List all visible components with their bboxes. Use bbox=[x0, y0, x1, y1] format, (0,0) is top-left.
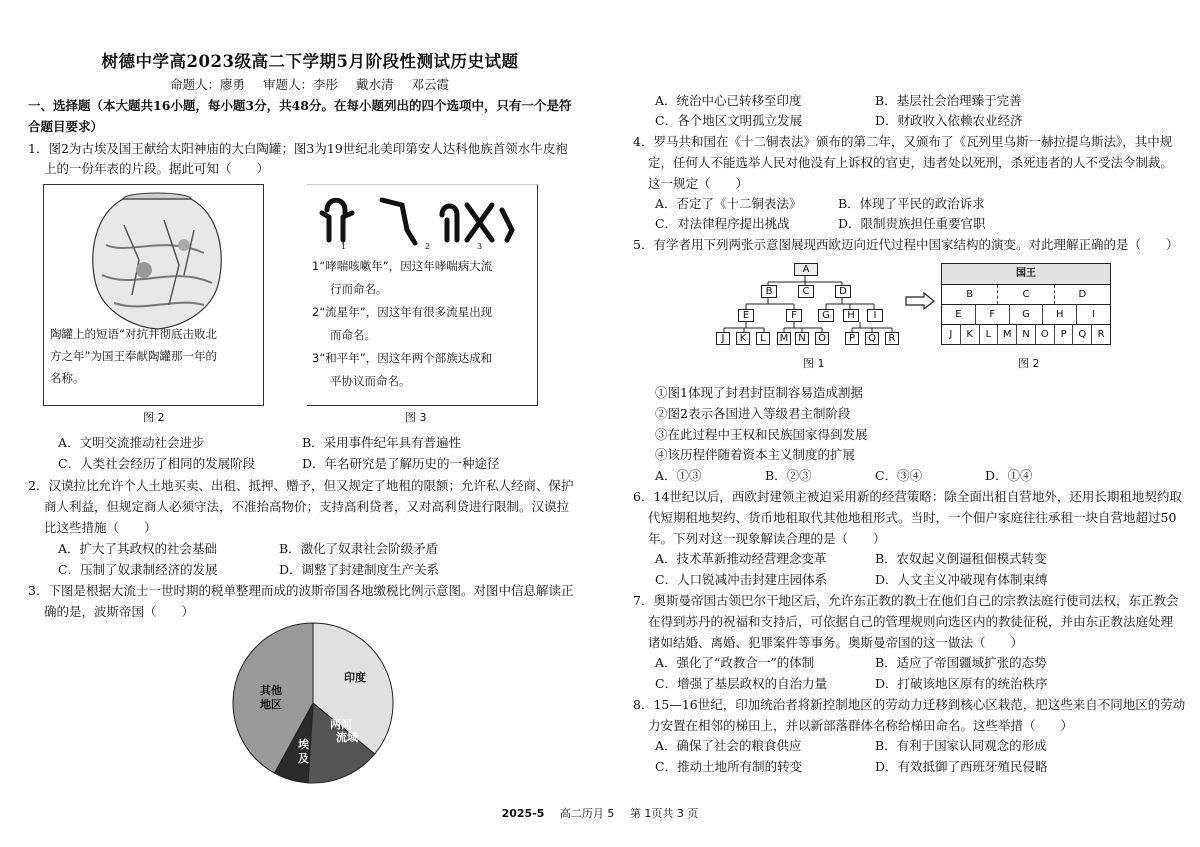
glyph-num-3: 3 bbox=[477, 242, 483, 251]
q3-option-a[interactable]: A．统治中心已转移至印度 bbox=[655, 93, 802, 108]
q7-stem-3: 诸如结婚、离婚、犯罪案件等事务。奥斯曼帝国的这一做法（ ） bbox=[648, 635, 1024, 650]
fig2-cell: D bbox=[1054, 285, 1110, 304]
footer-page: 第 1页共 3 页 bbox=[629, 807, 699, 820]
fig2-table bbox=[941, 263, 1111, 345]
pie-label-other-1: 其他 bbox=[260, 684, 282, 697]
q4-option-a[interactable]: A．否定了《十二铜表法》 bbox=[655, 196, 802, 211]
fig1-node-l3: E bbox=[738, 309, 754, 322]
fig1-node-top: A bbox=[794, 263, 818, 276]
section-heading: 一、选择题（本大题共16小题，每小题3分，共48分。在每小题列出的四个选项中，只有一个是符 bbox=[28, 98, 572, 113]
fig1-node-l4: K bbox=[736, 332, 750, 345]
q2-option-c[interactable]: C．压制了奴隶制经济的发展 bbox=[58, 562, 218, 577]
fig2-cell: B bbox=[966, 289, 974, 300]
fig3-desc-6: 平协议而命名。 bbox=[330, 374, 411, 388]
fig3-desc-1: 1“哮喘咳嗽年”，因这年哮喘病大流 bbox=[312, 259, 493, 273]
pie-label-other-2: 地区 bbox=[260, 698, 282, 711]
q7-option-d[interactable]: D．打破该地区原有的统治秩序 bbox=[875, 676, 1048, 691]
fig1-node-l3: H bbox=[843, 309, 859, 322]
fig2-cell: F bbox=[975, 305, 1009, 324]
fig2-cell: N bbox=[1016, 325, 1035, 345]
fig2-cell: P bbox=[1054, 325, 1073, 345]
fig2-cell: C bbox=[997, 285, 1053, 304]
q4-option-c[interactable]: C．对法律程序提出挑战 bbox=[655, 216, 790, 231]
fig1-node-l4: M bbox=[777, 332, 791, 345]
q2-stem-3: 比这些措施（ ） bbox=[44, 520, 157, 535]
pie-label-egypt bbox=[298, 738, 309, 766]
fig2-cell: I bbox=[1076, 305, 1110, 324]
q7-stem-1: 7．奥斯曼帝国古领巴尔干地区后，允许东正教的教士在他们自己的宗教法庭行使司法权，东正教会 bbox=[633, 593, 1179, 608]
q6-option-c[interactable]: C．人口锐减冲击封建庄园体系 bbox=[655, 572, 828, 587]
fig3-desc-4: 而命名。 bbox=[330, 328, 376, 342]
q8-option-a[interactable]: A．确保了社会的粮食供应 bbox=[655, 738, 802, 753]
fig2-cell: L bbox=[979, 325, 998, 345]
fig3-desc-5: 3“和平年”，因这年两个部族达成和 bbox=[312, 351, 493, 365]
jar-illustration bbox=[44, 185, 263, 335]
fig2-king-row: 国王 bbox=[942, 264, 1110, 285]
author-line bbox=[170, 76, 463, 95]
q5-stem-1: 5．有学者用下列两张示意图展现西欧迈向近代过程中国家结构的演变。对此理解正确的是（ ） bbox=[633, 237, 1179, 252]
fig2-row-4 bbox=[942, 325, 1110, 345]
q6-stem-2: 代短期租地契约、货币地租取代其他地租形式。当时，一个佃户家庭往往承租一块自营地超过50 bbox=[648, 510, 1177, 525]
fig1-node-l4: N bbox=[795, 332, 809, 345]
fig1-caption: 图 1 bbox=[803, 357, 825, 370]
q6-option-d[interactable]: D．人文主义冲破现有体制束缚 bbox=[875, 572, 1048, 587]
q1-option-b[interactable]: B．采用事件纪年具有普遍性 bbox=[302, 435, 462, 450]
q3-option-c[interactable]: C．各个地区文明孤立发展 bbox=[655, 113, 803, 128]
q7-stem-2: 在得到苏丹的祝福和支持后，可依据自己的管理规则向选区内的教徒征税，并由东正教法庭处理 bbox=[648, 614, 1174, 629]
pie-labels bbox=[228, 618, 398, 788]
fig1-node-l2: B bbox=[761, 285, 777, 298]
fig3-desc-3: 2“流星年”，因这年有很多流星出现 bbox=[312, 305, 493, 319]
reviewer-label: 审题人：李彤 bbox=[263, 77, 339, 92]
footer-date: 2025-5 bbox=[501, 807, 545, 820]
pie-label-egypt-1: 埃 bbox=[298, 738, 309, 751]
fig2-cell: Q bbox=[1072, 325, 1091, 345]
q3-option-b[interactable]: B．基层社会治理臻于完善 bbox=[875, 93, 1022, 108]
fig2-cell: K bbox=[960, 325, 979, 345]
fig1-node-l2: C bbox=[798, 285, 814, 298]
section-heading-cont: 合题目要求） bbox=[28, 119, 104, 134]
fig1-node-l4: P bbox=[845, 332, 859, 345]
figure-3-box bbox=[307, 184, 538, 406]
q6-option-b[interactable]: B．农奴起义倒逼租佃模式转变 bbox=[875, 551, 1047, 566]
fig1-node-l4: L bbox=[756, 332, 770, 345]
fig3-desc-2: 行而命名。 bbox=[330, 282, 388, 296]
pie-label-egypt-2: 及 bbox=[298, 752, 309, 765]
q2-option-d[interactable]: D．调整了封建制度生产关系 bbox=[279, 562, 440, 577]
q4-option-b[interactable]: B．体现了平民的政治诉求 bbox=[838, 196, 985, 211]
fig1-node-l4: Q bbox=[865, 332, 879, 345]
glyph-num-1: 1 bbox=[341, 242, 347, 251]
q2-stem-2: 商人利益，但规定商人必须守法，不准抬高物价；支持高利贷者，又对高利贷进行限制。汉谟拉 bbox=[44, 499, 570, 514]
fig2-row-2 bbox=[942, 285, 1110, 305]
footer-subject: 高二历月 5 bbox=[559, 807, 615, 820]
q1-option-d[interactable]: D．年名研究是了解历史的一种途径 bbox=[302, 456, 500, 471]
q1-option-c[interactable]: C．人类社会经历了相同的发展阶段 bbox=[58, 456, 256, 471]
q6-stem-1: 6．14世纪以后，西欧封建领主被迫采用新的经营策略：除全面出租自营地外，还用长期租地契约取 bbox=[633, 489, 1182, 504]
q6-option-a[interactable]: A．技术革新推动经营理念变革 bbox=[655, 551, 827, 566]
pie-label-india: 印度 bbox=[344, 671, 366, 684]
q4-option-d[interactable]: D．限制贵族担任重要官职 bbox=[838, 216, 986, 231]
q4-stem-3: 这一规定（ ） bbox=[648, 176, 749, 191]
fig2-desc-2: 方之年”为国王奉献陶罐那一年的 bbox=[50, 349, 217, 363]
q6-stem-3: 年。下列对这一现象解读合理的是（ ） bbox=[648, 531, 886, 546]
fig2-caption: 图 2 bbox=[143, 411, 165, 424]
q8-option-c[interactable]: C．推动土地所有制的转变 bbox=[655, 759, 803, 774]
fig2-desc-3: 名称。 bbox=[50, 371, 85, 385]
fig2-cell: M bbox=[997, 325, 1016, 345]
q3-option-d[interactable]: D．财政收入依赖农业经济 bbox=[875, 113, 1023, 128]
q1-stem-1: 1．图2为古埃及国王献给太阳神庙的大白陶罐；图3为19世纪北美印第安人达科他族首领水牛皮袍 bbox=[28, 141, 568, 156]
q2-option-a[interactable]: A．扩大了其政权的社会基础 bbox=[58, 541, 218, 556]
fig1-node-l3: G bbox=[818, 309, 834, 322]
q5-option-c[interactable]: C．③④ bbox=[875, 468, 923, 483]
q3-stem-2: 确的是，波斯帝国（ ） bbox=[44, 604, 195, 619]
fig1-node-l3: I bbox=[867, 309, 883, 322]
q8-stem-2: 力安置在相邻的梯田上，并以新部落群体名称给梯田命名。这些举措（ ） bbox=[648, 718, 1074, 733]
q1-stem-2: 上的一份年表的片段。据此可知（ ） bbox=[44, 161, 270, 176]
pie-label-meso-2: 流域 bbox=[336, 731, 358, 744]
fig2-cell: R bbox=[1091, 325, 1110, 345]
q3-stem-1: 3．下图是根据大流士一世时期的税单整理而成的波斯帝国各地缴税比例示意图。对图中信息解读正 bbox=[28, 583, 574, 598]
q5-option-a[interactable]: A．①③ bbox=[655, 468, 702, 483]
q4-stem-1: 4．罗马共和国在《十二铜表法》颁布的第二年，又颁布了《瓦列里乌斯一赫拉提乌斯法》，其中规 bbox=[633, 134, 1173, 149]
q5-statement-3: ③在此过程中王权和民族国家得到发展 bbox=[655, 427, 868, 442]
q7-option-b[interactable]: B．适应了帝国疆域扩张的态势 bbox=[875, 655, 1047, 670]
reviewer-2: 戴水清 bbox=[356, 77, 394, 92]
fig2-desc-1: 陶罐上的短语“对抗井彻底击败北 bbox=[50, 327, 217, 341]
author-label: 命题人：廖勇 bbox=[170, 77, 246, 92]
reviewer-3: 邓云霞 bbox=[411, 77, 450, 92]
pie-label-meso-1: 两河 bbox=[330, 718, 352, 731]
q5-statement-1: ①图1体现了封君封臣制容易造成割据 bbox=[655, 385, 863, 400]
q8-option-d[interactable]: D．有效抵御了西班牙殖民侵略 bbox=[875, 759, 1048, 774]
fig2-row-3 bbox=[942, 305, 1110, 325]
fig2-cell: J bbox=[949, 329, 953, 340]
glyph-num-2: 2 bbox=[425, 242, 431, 251]
fig1-node-l4: R bbox=[885, 332, 899, 345]
fig2-org-caption: 图 2 bbox=[1018, 357, 1040, 370]
fig3-caption: 图 3 bbox=[405, 411, 427, 424]
fig1-node-l3: F bbox=[786, 309, 802, 322]
q2-option-b[interactable]: B．激化了奴隶社会阶级矛盾 bbox=[279, 541, 439, 556]
page-footer bbox=[0, 806, 1200, 823]
page-title: 树德中学高2023级高二下学期5月阶段性测试历史试题 bbox=[101, 52, 519, 71]
q5-option-d[interactable]: D．①④ bbox=[985, 468, 1033, 483]
q4-stem-2: 定，任何人不能选举人民对他没有上诉权的官吏，违者处以死刑，杀死违者的人不受法令制裁。 bbox=[648, 155, 1174, 170]
fig2-cell: H bbox=[1042, 305, 1076, 324]
pie-label-mesopotamia bbox=[330, 718, 358, 744]
q5-statement-4: ④该历程伴随着资本主义制度的扩展 bbox=[655, 447, 856, 462]
q5-option-b[interactable]: B．②③ bbox=[765, 468, 812, 483]
fig2-cell: G bbox=[1009, 305, 1043, 324]
fig1-node-l4: O bbox=[815, 332, 829, 345]
q7-option-c[interactable]: C．增强了基层政权的自治力量 bbox=[655, 676, 828, 691]
fig2-cell: E bbox=[955, 309, 962, 320]
fig2-cell: O bbox=[1035, 325, 1054, 345]
q2-stem-1: 2．汉谟拉比允许个人土地买卖、出租、抵押、赠予，但又规定了地租的限额；允许私人经商、保护 bbox=[28, 478, 574, 493]
q7-option-a[interactable]: A．强化了“政教合一”的体制 bbox=[655, 655, 815, 670]
fig1-node-l2: D bbox=[835, 285, 851, 298]
q8-stem-1: 8．15—16世纪，印加统治者将新控制地区的劳动力迁移到核心区栽范，把这些来自不同地区的劳动 bbox=[633, 697, 1186, 712]
pie-label-other bbox=[260, 684, 282, 712]
arrow-right-icon bbox=[904, 291, 936, 311]
q8-option-b[interactable]: B．有利于国家认同观念的形成 bbox=[875, 738, 1047, 753]
fig1-node-l4: J bbox=[716, 332, 730, 345]
figure-2-box bbox=[43, 184, 264, 406]
q1-option-a[interactable]: A．文明交流推动社会进步 bbox=[58, 435, 205, 450]
q5-statement-2: ②图2表示各国进入等级君主制阶段 bbox=[655, 406, 851, 421]
